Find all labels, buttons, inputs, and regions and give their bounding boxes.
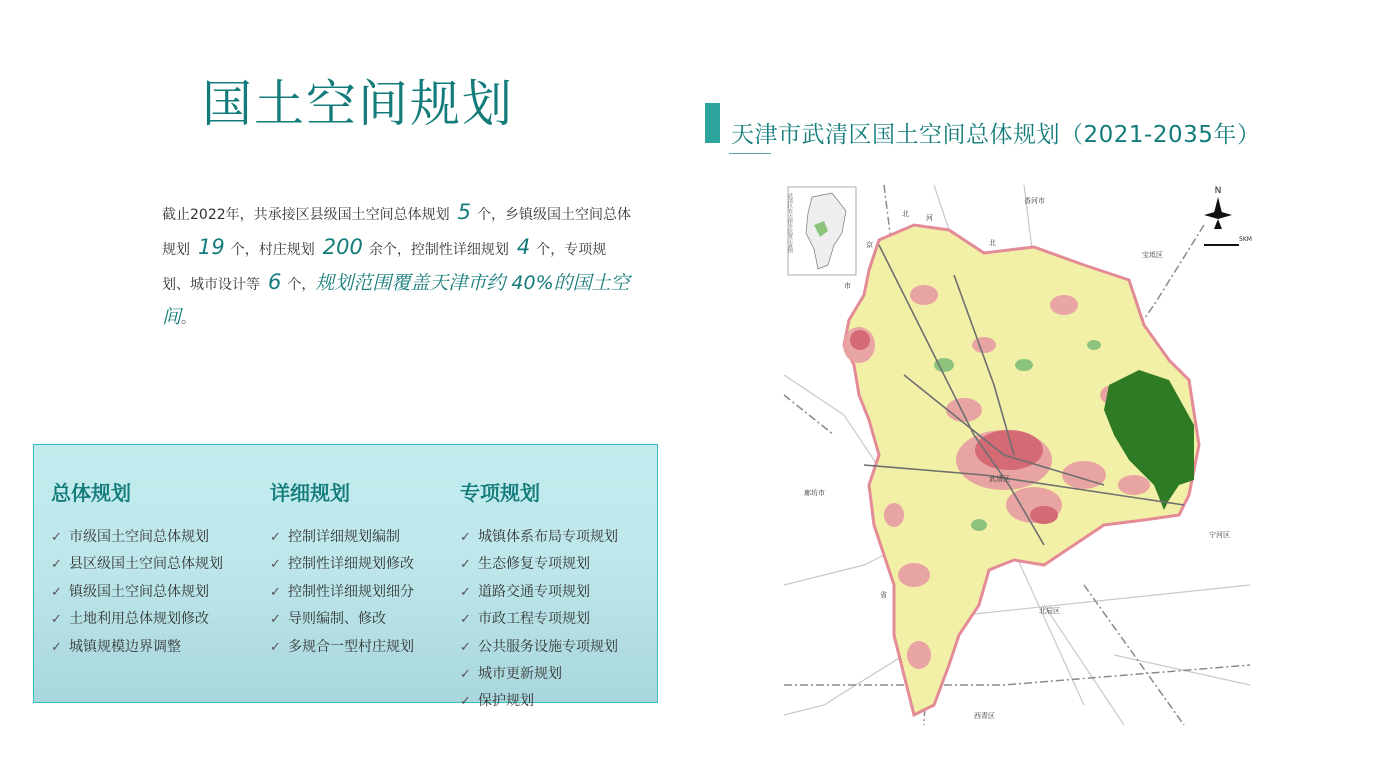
list-item-label: 城镇规模边界调整: [69, 638, 181, 655]
place-label: 河: [926, 214, 933, 222]
scale-label: 5KM: [1239, 236, 1252, 243]
check-icon: ✓: [270, 612, 281, 628]
check-icon: ✓: [51, 584, 62, 600]
check-icon: ✓: [270, 639, 281, 655]
check-icon: ✓: [51, 530, 62, 545]
place-label: 宝坻区: [1142, 251, 1163, 259]
place-label: 省: [880, 591, 887, 599]
list-item: [270, 606, 414, 633]
check-icon: ✓: [460, 530, 471, 545]
check-icon: ✓: [460, 694, 471, 710]
list-item: [51, 551, 223, 578]
check-icon: ✓: [460, 584, 471, 600]
list-item-label: 镇级国土空间总体规划: [69, 583, 209, 600]
check-icon: ✓: [460, 557, 471, 573]
list-item-label: 城市更新规划: [478, 666, 562, 683]
list-item-label: 土地利用总体规划修改: [69, 611, 209, 628]
list-item-label: 生态修复专项规划: [478, 556, 590, 573]
intro-text: 余个，控制性详细规划: [368, 242, 509, 258]
list-item: [51, 634, 223, 661]
check-icon: ✓: [460, 639, 471, 655]
inset-location-map: [787, 187, 857, 275]
coverage-highlight: 规划范围覆盖天津市约 40%的国土空间: [162, 272, 630, 328]
place-label: 西青区: [974, 712, 995, 720]
list-item-label: 控制详细规划编制: [288, 529, 400, 545]
place-label: 香河市: [1024, 197, 1045, 205]
title-accent-bar: [705, 103, 720, 143]
list-item-label: 多规合一型村庄规划: [288, 638, 414, 655]
stat-town-plans: 19: [198, 235, 225, 259]
check-icon: ✓: [460, 612, 471, 628]
place-label: 宁河区: [1209, 531, 1230, 539]
stat-county-plans: 5: [457, 200, 472, 224]
list-item-label: 城镇体系布局专项规划: [478, 529, 618, 545]
inset-label: 武清区在天津市位置示意图: [787, 193, 793, 253]
list-item: [270, 524, 414, 551]
check-icon: ✓: [270, 557, 281, 573]
intro-text: 个，: [287, 277, 316, 293]
column-title: 总体规划: [51, 481, 131, 505]
list-item: [460, 579, 618, 606]
list-item: [270, 634, 414, 661]
plan-types-panel: [33, 444, 658, 710]
special-plan-column: [460, 477, 618, 716]
list-item: [460, 634, 618, 661]
stat-special-plans: 6: [268, 270, 282, 294]
place-label: 京: [866, 241, 873, 249]
list-item: [51, 606, 223, 633]
intro-paragraph: [162, 196, 632, 335]
place-label: 廊坊市: [804, 489, 825, 497]
list-item: [460, 688, 618, 715]
check-icon: ✓: [270, 584, 281, 600]
list-item-label: 市级国土空间总体规划: [69, 529, 209, 545]
list-item-label: 导则编制、修改: [288, 611, 386, 628]
stat-village-plans: 200: [322, 235, 363, 259]
list-item-label: 道路交通专项规划: [478, 583, 590, 600]
place-label: 北: [902, 210, 909, 218]
stat-detail-plans: 4: [516, 235, 531, 259]
title-underline: [729, 153, 771, 154]
list-item-label: 控制性详细规划修改: [288, 556, 414, 573]
page-title: 国土空间规划: [202, 75, 514, 133]
check-icon: ✓: [460, 667, 471, 683]
intro-text: 。: [181, 311, 196, 327]
list-item: [460, 606, 618, 633]
place-label: 北辰区: [1039, 607, 1060, 615]
list-item-label: 控制性详细规划细分: [288, 583, 414, 600]
column-title: 详细规划: [270, 481, 350, 505]
intro-text: 个，乡镇级国土空间总体规划: [162, 207, 632, 258]
check-icon: ✓: [51, 612, 62, 628]
map-title: 天津市武清区国土空间总体规划（2021-2035年）: [731, 122, 1261, 148]
list-item: [270, 579, 414, 606]
intro-text: 个，专项规划、城市设计等: [162, 242, 607, 293]
list-item-label: 公共服务设施专项规划: [478, 638, 618, 655]
list-item: [460, 524, 618, 551]
column-title: 专项规划: [460, 481, 540, 505]
check-icon: ✓: [51, 557, 62, 573]
list-item: [460, 551, 618, 578]
list-item-label: 保护规划: [478, 693, 534, 710]
intro-text: 个，村庄规划: [230, 242, 315, 258]
list-item: [51, 524, 223, 551]
intro-text: 截止2022年，共承接区县级国土空间总体规划: [162, 207, 450, 223]
check-icon: ✓: [51, 639, 62, 655]
list-item-label: 县区级国土空间总体规划: [69, 556, 223, 573]
check-icon: ✓: [270, 530, 281, 545]
list-item-label: 市政工程专项规划: [478, 611, 590, 628]
overall-plan-column: [51, 477, 223, 661]
list-item: [270, 551, 414, 578]
place-label: 武清区: [989, 475, 1010, 483]
list-item: [460, 661, 618, 688]
detail-plan-column: [270, 477, 414, 661]
list-item: [51, 579, 223, 606]
land-use-map: [784, 185, 1250, 725]
north-label: N: [1214, 186, 1222, 196]
place-label: 市: [844, 282, 851, 290]
place-label: 北: [989, 239, 996, 247]
